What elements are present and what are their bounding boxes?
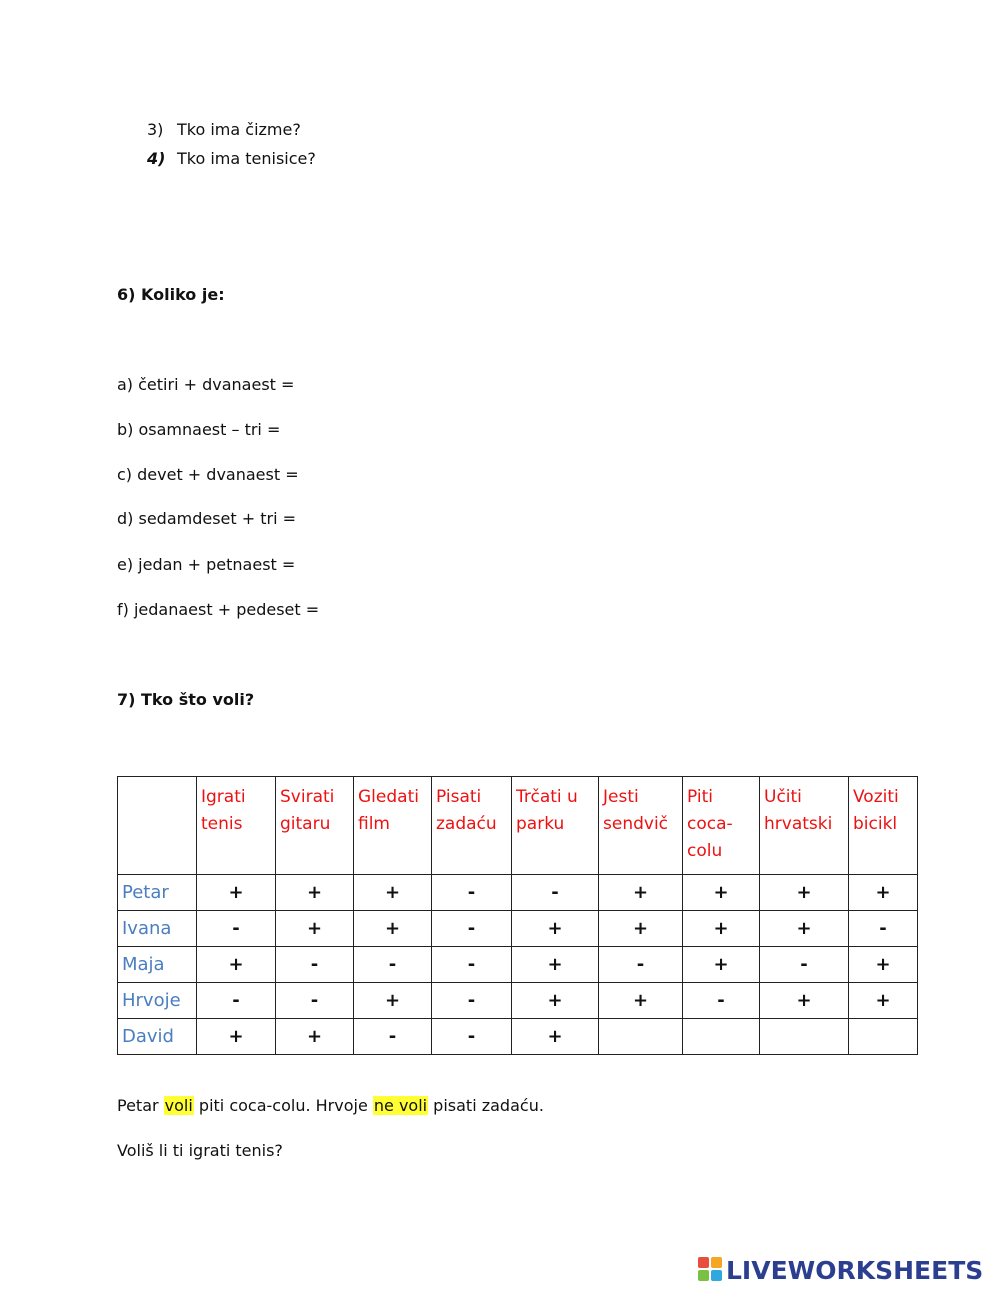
table-cell: + — [760, 875, 849, 911]
final-question: Voliš li ti igrati tenis? — [117, 1141, 283, 1160]
table-cell: + — [512, 911, 599, 947]
table-cell: + — [354, 911, 432, 947]
table-cell: + — [760, 983, 849, 1019]
table-cell: + — [683, 911, 760, 947]
table-cell: + — [276, 911, 354, 947]
example-text: pisati zadaću. — [428, 1096, 544, 1115]
table-cell: - — [512, 875, 599, 911]
math-item-b: b) osamnaest – tri = — [117, 420, 281, 439]
column-header: Voziti bicikl — [849, 777, 918, 875]
column-header: Piti coca-colu — [683, 777, 760, 875]
table-cell: + — [683, 875, 760, 911]
table-cell: - — [276, 947, 354, 983]
table-cell: - — [599, 947, 683, 983]
table-cell: + — [683, 947, 760, 983]
table-cell: + — [197, 875, 276, 911]
table-cell: + — [276, 1019, 354, 1055]
table-cell: + — [599, 911, 683, 947]
example-sentence — [117, 1096, 544, 1115]
example-text: Petar — [117, 1096, 164, 1115]
table-cell: + — [354, 875, 432, 911]
table-cell: - — [432, 911, 512, 947]
preferences-table — [117, 776, 918, 1055]
table-cell: + — [197, 1019, 276, 1055]
question-text: Tko ima čizme? — [177, 120, 301, 139]
section-7-title: 7) Tko što voli? — [117, 690, 255, 709]
corner-cell — [118, 777, 197, 875]
highlight-voli: voli — [164, 1096, 193, 1115]
table-cell: - — [432, 947, 512, 983]
column-header: Trčati u parku — [512, 777, 599, 875]
table-cell: + — [276, 875, 354, 911]
table-cell: + — [849, 875, 918, 911]
row-name: Ivana — [118, 911, 197, 947]
table-cell — [849, 1019, 918, 1055]
question-number: 3) — [147, 120, 164, 139]
math-item-f: f) jedanaest + pedeset = — [117, 600, 320, 619]
table-cell — [760, 1019, 849, 1055]
table-row — [118, 983, 918, 1019]
logo-text: LIVEWORKSHEETS — [726, 1255, 984, 1285]
table-row — [118, 1019, 918, 1055]
question-number: 4) — [147, 149, 166, 168]
table-cell: - — [432, 875, 512, 911]
table-cell: + — [849, 947, 918, 983]
column-header: Igrati tenis — [197, 777, 276, 875]
column-header: Gledati film — [354, 777, 432, 875]
table-cell: - — [354, 1019, 432, 1055]
table-cell: - — [760, 947, 849, 983]
table-cell: - — [197, 911, 276, 947]
table-cell: - — [276, 983, 354, 1019]
math-item-d: d) sedamdeset + tri = — [117, 509, 297, 528]
highlight-ne-voli: ne voli — [373, 1096, 428, 1115]
table-cell: - — [849, 911, 918, 947]
column-header: Pisati zadaću — [432, 777, 512, 875]
table-cell: + — [512, 983, 599, 1019]
table-cell: - — [432, 983, 512, 1019]
table-cell: - — [354, 947, 432, 983]
example-text: piti coca-colu. Hrvoje — [193, 1096, 373, 1115]
row-name: Petar — [118, 875, 197, 911]
table-cell: - — [683, 983, 760, 1019]
table-cell: + — [512, 947, 599, 983]
table-cell: - — [432, 1019, 512, 1055]
logo-blocks-icon — [698, 1257, 724, 1283]
liveworksheets-logo — [698, 1255, 983, 1285]
question-text: Tko ima tenisice? — [177, 149, 316, 168]
column-header: Učiti hrvatski — [760, 777, 849, 875]
column-header: Svirati gitaru — [276, 777, 354, 875]
table-row — [118, 911, 918, 947]
table-cell: + — [354, 983, 432, 1019]
table-cell — [683, 1019, 760, 1055]
table-cell — [599, 1019, 683, 1055]
question-3 — [147, 120, 301, 139]
table-row — [118, 875, 918, 911]
table-cell: + — [512, 1019, 599, 1055]
question-4 — [147, 149, 316, 168]
table-header-row — [118, 777, 918, 875]
row-name: Hrvoje — [118, 983, 197, 1019]
math-item-a: a) četiri + dvanaest = — [117, 375, 295, 394]
table-cell: + — [197, 947, 276, 983]
table-cell: + — [760, 911, 849, 947]
row-name: David — [118, 1019, 197, 1055]
table-cell: + — [599, 875, 683, 911]
table-cell: - — [197, 983, 276, 1019]
table-row — [118, 947, 918, 983]
row-name: Maja — [118, 947, 197, 983]
table-cell: + — [599, 983, 683, 1019]
column-header: Jesti sendvič — [599, 777, 683, 875]
math-item-e: e) jedan + petnaest = — [117, 555, 296, 574]
section-6-title: 6) Koliko je: — [117, 285, 225, 304]
math-item-c: c) devet + dvanaest = — [117, 465, 299, 484]
table-cell: + — [849, 983, 918, 1019]
